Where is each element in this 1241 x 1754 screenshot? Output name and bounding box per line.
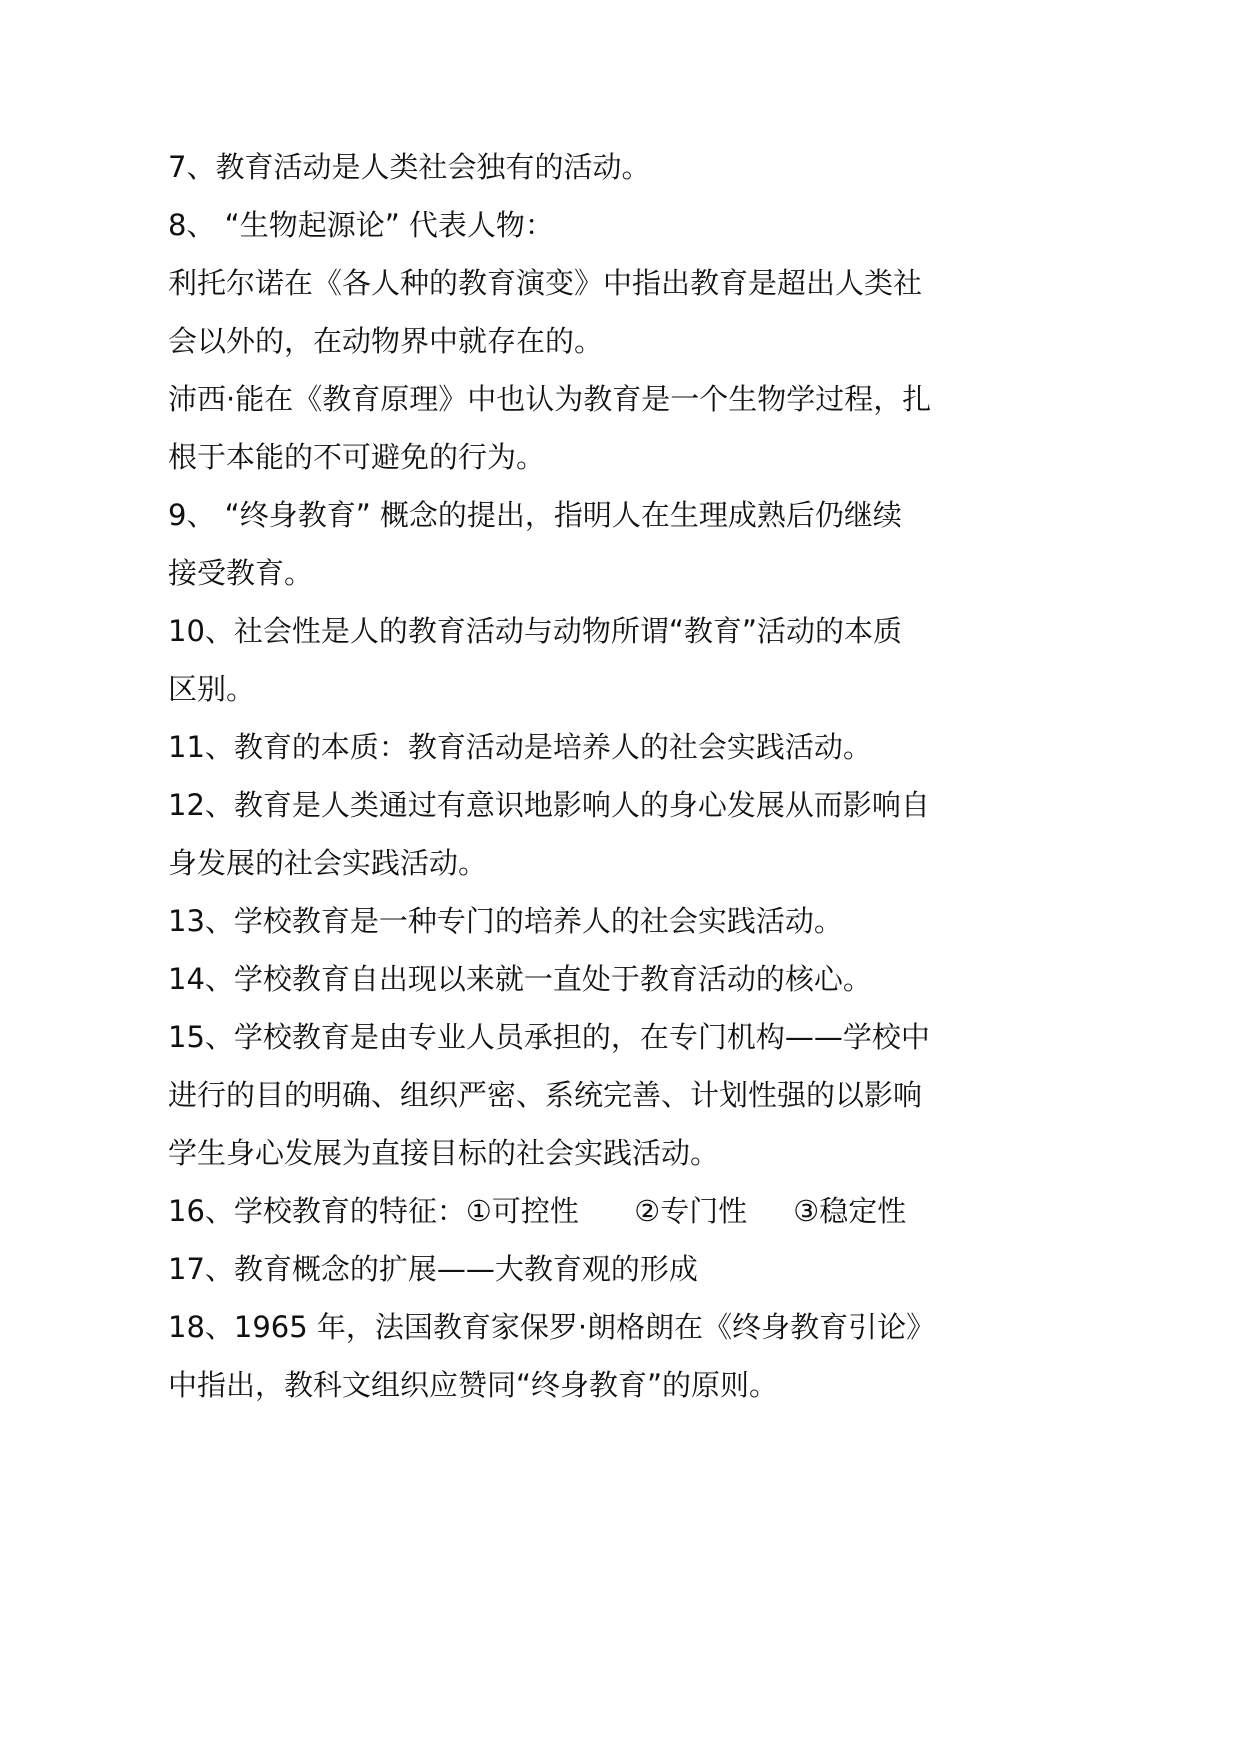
text-line: 17、教育概念的扩展——大教育观的形成: [168, 1252, 698, 1286]
text-line: 根于本能的不可避免的行为。: [168, 440, 546, 474]
text-line: 区别。: [168, 672, 256, 706]
text-line: 13、学校教育是一种专门的培养人的社会实践活动。: [168, 904, 843, 938]
text-line: 沛西·能在《教育原理》中也认为教育是一个生物学过程，扎: [168, 382, 932, 416]
text-line: 7、教育活动是人类社会独有的活动。: [168, 150, 651, 184]
text-line: 利托尔诺在《各人种的教育演变》中指出教育是超出人类社: [168, 266, 923, 300]
text-line: 12、教育是人类通过有意识地影响人的身心发展从而影响自: [168, 788, 930, 822]
text-line: 8、 “生物起源论” 代表人物：: [168, 208, 554, 242]
text-line: 进行的目的明确、组织严密、系统完善、计划性强的以影响: [168, 1078, 923, 1112]
text-line: 10、社会性是人的教育活动与动物所谓“教育”活动的本质: [168, 614, 902, 648]
text-line: 14、学校教育自出现以来就一直处于教育活动的核心。: [168, 962, 872, 996]
text-line: 18、1965 年，法国教育家保罗·朗格朗在《终身教育引论》: [168, 1310, 936, 1344]
text-line: 15、学校教育是由专业人员承担的，在专门机构——学校中: [168, 1020, 930, 1054]
text-line: 接受教育。: [168, 556, 314, 590]
text-line: 学生身心发展为直接目标的社会实践活动。: [168, 1136, 720, 1170]
text-line: 11、教育的本质：教育活动是培养人的社会实践活动。: [168, 730, 872, 764]
text-line: 会以外的，在动物界中就存在的。: [168, 324, 604, 358]
text-line: 9、 “终身教育” 概念的提出，指明人在生理成熟后仍继续: [168, 498, 902, 532]
text-line: 中指出，教科文组织应赞同“终身教育”的原则。: [168, 1368, 779, 1402]
text-line: 16、学校教育的特征：①可控性 ②专门性 ③稳定性: [168, 1194, 907, 1228]
document-body: [168, 138, 958, 1414]
text-line: 身发展的社会实践活动。: [168, 846, 488, 880]
